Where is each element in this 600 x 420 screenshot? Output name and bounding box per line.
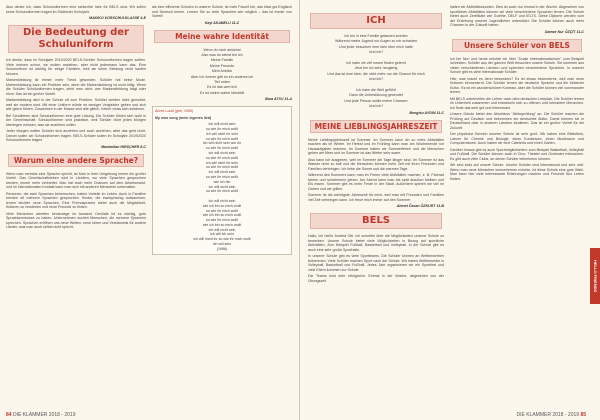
song-line: (1986) — [216, 246, 228, 251]
magazine-year: 2018 - 2019 — [552, 412, 580, 418]
poem-line: Also was du siehst bin ich — [201, 52, 243, 57]
left-page-column-2 — [152, 5, 292, 259]
poem-line: Ich habe nie viel neues finden gelernt — [346, 61, 406, 66]
song-line: ich will nicht sein — [208, 150, 236, 155]
song-line: so wie ihr mich wollt — [206, 189, 238, 194]
poem-line: Es ist das wert lich — [207, 85, 237, 90]
song-line: ich will sein — [212, 242, 232, 247]
article-text: Während des Sommers kann man im Freien viele Aktivitäten machen, z. B. Fahrrad fahren und schwimmen gehen. Am Abend kann man bis spät draußen bleiben und Eis essen. Sommer gibt es mehr Feste in der Stadt. Außerdem spielen wir viel im Garten und wir grillen. — [308, 173, 444, 191]
article-text: Mit BELS unterrichten die Lehrer nach dem deutschen Lehrplan. Die Schüler lernen im Unterricht zusammen und entwickeln sich zu offenen und toleranten Menschen. Ich finde das sehr gut und interessant. — [450, 96, 584, 110]
right-page-column-1 — [308, 5, 444, 285]
song-line: wie ich bin so mich wollt — [202, 222, 242, 227]
song-line: so wie ihr mich wollt — [206, 136, 238, 141]
article-text: Der physische Bereich unserer Schule ist sehr groß. Wir haben eine Bibliothek, Labore für Chemie und Biologie, einen Kunstraum, einen Musikraum und Computerräume. Auch haben wir eine Cafeteria und einen Garten. — [450, 132, 584, 145]
article-text: Sommer ist die wichtigste Jahreszeit für mich, weil man mit Freunden und Familien viel Zeit verbringen kann. Ich freue mich immer auf den Sommer. — [308, 193, 444, 202]
poem-line: Ich habe die Welt gefühlt — [356, 88, 396, 93]
song-line: so wie ihr mich wollt — [206, 146, 238, 151]
article-text: Hallo, ich heiße Andrea Otti. Ich schreibe über die Möglichkeiten unserer Schule zu bewerben. Unsere Schule bietet viele Möglichkeiten in Bezug auf sportliche Aktivitäten. Zum Beispiel Fußball, Basketball und Volleyball. In der Schule gibt es auch eine sehr große Sporthalle. — [308, 234, 444, 252]
poem-line: Dann die Unterstützung gesendet — [349, 93, 403, 98]
poem-line: Meine Freunde — [209, 63, 235, 68]
author-signature: Bara ATSU 11-A — [265, 97, 292, 102]
song-line: ich will nicht ihr sein — [206, 131, 238, 136]
song-subtitle: My own song (mein eigenes lied) — [155, 115, 212, 120]
article-text: In unserer Schule gibt es viele Sportteams. Die Schüler können an Wettbewerben teilnehmen. Viele Schüler machen Sport nach der Schule. Wir haben Wettbewerbe in Volleyball, Basketball und Fußball. Jedes Jahr organisieren wir ein Sportfest und viele Eltern kommen zur Schule. — [308, 254, 444, 272]
article-text: Hier, was macht es denn besonders? Es ist etwas besonderes, weil man neue Kulturen kennenlernt. Die Schüler lernen die deutsche Sprache und die türkische Kultur. Es ist ein wunderschöner Kontrast, aber die Schüler können viel voneinander lernen. — [450, 76, 584, 94]
poem-line: Ich bin in eine Familie getanzen worden — [344, 34, 408, 38]
article-text: Meine Lieblingsjahreszeit ist Sommer. Im Sommer kann ich zu mehr Aktivitäten machen als im Winter. Im Herbst und im Frühling kann man am Wochenende nur Hausaufgaben machen. Im Sommer haben wir Sommerferien und die Menschen gehen am Meer und im Sommer ist das Wetter sehr warm. — [308, 137, 444, 156]
song-line: Ich will nicht sein — [208, 122, 236, 127]
song-line: ich will nicht sein — [208, 184, 236, 189]
page-number: 84 — [6, 412, 12, 418]
page-number: 85 — [580, 412, 586, 418]
heading-ich: ICH — [310, 13, 442, 29]
song-line: wie ich bin — [213, 179, 231, 184]
song-line: so wie ihr mich wollt — [206, 218, 238, 223]
song-line: ich will ich sein — [210, 232, 234, 237]
article-text: Wir sind stolz auf unsere Schule. Unsere Schüler sind international und sehr nett. Wenn man neue Menschen kennenlernen möchte, ist diese Schule eine gute Wahl. Man kann hier viele interessante Erfahrungen machen und Freunde fürs Leben finden. — [450, 163, 584, 181]
article-text: Also denke ich, dass Schuluniformen eine schlechte Idee für BELS sind. Wir sollen keine Schuluniformen tragen im Südtiroler Schuljahr. — [6, 5, 146, 14]
article-text: Also kann ich ausgehen, weil im Sommer die Tage länger sind. Im Sommer ist das Wasser nicht so kalt und die Menschen können mehr Zeit mit ihren Freunden und Familien verbringen. Ich liebe die Sonne und die warmen Tage. — [308, 157, 444, 171]
song-line: wie ich bin so mich wollt — [202, 213, 242, 218]
song-line: ich will nicht sein — [208, 198, 236, 203]
song-line: so wie ihr mich wollt — [206, 126, 238, 131]
poem-line: Und jeder besuchen eine Idee über mich hatte — [339, 44, 413, 49]
author-signature: Kayi AKABELU 11-C — [204, 20, 240, 25]
heading-schuluniform: Die Bedeutung der Schuluniform — [8, 25, 144, 53]
poem-ich — [308, 34, 444, 110]
article-text: Markenkleidung wird in der Schule oft zum Problem. Schüler werden nicht gemobbt, weil sie modern sind. Mit einer Uniform würde es weniger Vergleiche geben und sich alle gleich fühlen. Zusammen in der Klasse sind alle gleich. Keiner muss sich schämen. — [6, 98, 146, 111]
heading-sprache: Warum eine andere Sprache? — [8, 154, 144, 167]
heading-lieblingsjahreszeit: MEINE LIEBLINGSJAHRESZEIT — [310, 120, 442, 133]
magazine-title: DIE KLAMMER — [516, 412, 551, 418]
article-text: Unsere Schule bietet den Abschluss "Abiturprüfung" an. Die Schüler machen die Prüfung auf Deutsch und bekommen ein deutsches Abitur. Damit können sie in Deutschland oder in anderen Ländern studieren. Das ist ein großer Vorteil für die Zukunft. — [450, 112, 584, 130]
article-text: Die Teams sind sehr erfolgreich. Einmal in der Woche, abgesehen von der Übungszeit — [308, 274, 444, 283]
article-text: Bei Schulfeiern sind Schuluniformen eine gute Lösung. Die Schüler fühlen sich wohl in der Gemeinschaft. Schuluniformen sind praktisch, weil Schüler nicht jeden Morgen überlegen müssen, was sie anziehen sollen. — [6, 113, 146, 127]
page-footer-right — [517, 412, 587, 418]
magazine-title: DIE KLAMMER — [12, 412, 48, 418]
magazine-year: 2018 - 2019 — [48, 412, 76, 418]
article-text: als eine effiziente Schulen in unserer Schule, ist mein Favorit bei, das bisst gut Englisch und Deutsch lernen. Lernen Sie so viele Sprachen wie möglich – das ist immer von Vorteil! — [152, 5, 292, 18]
song-title: Annet Louill (geb. 1955) — [155, 109, 194, 114]
poem-line: Meine Familie — [210, 58, 234, 63]
song-line: so wie ihr mich wollt — [206, 208, 238, 213]
author-signature: Bengisu AYDIN 11-C — [409, 110, 444, 115]
poem-line: Jetzt bin ich sehr neugierig — [354, 66, 398, 71]
heading-bels: BELS — [310, 213, 442, 229]
poem-line: Aber ich innerer gibt es ein anderes ich — [190, 74, 254, 79]
song-line: so wie ihr mich wollt — [206, 155, 238, 160]
article-text: Jeder Morgen wollen Schüler sich anziehen und auch anziehen, aber das geht nicht. Darum sollen wir Schuluniformen tragen. BELS-Schüler sollen im Schuljahr 2019/2020 Schuluniformen tragen. — [6, 129, 146, 142]
author-signature: Ahmet Özcan ÖZKURT 11-B — [396, 204, 444, 209]
poem-line: Und ich? — [368, 77, 384, 82]
left-page-column-1 — [6, 5, 146, 232]
song-line: so wie ihr mich wollt — [206, 165, 238, 170]
author-signature: Maximilian HIRSCHER 8-C — [101, 144, 146, 149]
poem-line: Mein Anblick — [211, 69, 233, 74]
song-box — [152, 106, 292, 255]
song-line: ich will nicht sein — [208, 170, 236, 175]
article-text: Ich denke, dass im Schuljahr 2019/2020 BELS-Schüler Schuluniformen tragen sollten. Viele meinen schon, sie wollen anziehen, aber nicht jedermann kann das. Eine Schuluniform ist wichtig für einige Familien, weil sie keine Kleidung nicht kaufen können. — [6, 58, 146, 76]
song-line: wie ich bin so mich wollt — [202, 203, 242, 208]
heading-identitaet: Meine wahre Identität — [154, 30, 290, 43]
article-text: Markenkleidung ist immer mehr Trend geworden. Schüler hat keine Mode. Markenkleidung kann ein Problem sein, denn die Markenkleidung ist nicht billig. Wenn die Schüler Schuluniformen tragen, sieht man nicht, wer Markenkleidung trägt oder nicht. Das ist ein großer Vorteil. — [6, 78, 146, 96]
poem-line: Und ich? — [368, 50, 384, 55]
right-page — [300, 0, 600, 420]
article-text: Viele Menschen arbeiten heutzutage im Ausland. Deshalb ist es wichtig, gute Sprachkenntnisse zu haben. Unternehmen suchen Menschen, die mehrere Sprachen sprechen. Sprachen eröffnen uns neue Welten, neue Ideen und Verständnis für andere Länder, was man auch selbst nicht spricht. — [6, 211, 146, 229]
song-line: ich will nicht sein — [208, 227, 236, 232]
poem-line: Wenn du mich ansiehst — [203, 47, 241, 52]
poem-line: Und ich? — [368, 104, 384, 109]
poem-line: Es ist meine wahre Identität — [199, 90, 245, 95]
song-line: ich will nicht sein wie ihr — [202, 141, 242, 146]
right-page-column-2 — [450, 5, 584, 183]
heading-schueler-bels: Unsere Schüler von BELS — [452, 39, 582, 52]
poem-identitaet — [152, 48, 292, 97]
section-side-tab: HELLO FRIENDS — [590, 248, 600, 304]
author-signature: MAKIKO VORSCHULKLASSE 4-E — [89, 16, 146, 20]
poem-line: Während meine Jugend nur Augen zu mir schauten — [335, 39, 417, 44]
page-footer-left — [6, 412, 76, 418]
poem-line: Und das ist eine Idee, die nicht mehr nur die Chance für mich — [327, 71, 425, 76]
poem-line: Und jede Person wollte meine Chancen — [344, 98, 408, 103]
song-lyrics — [155, 122, 289, 252]
article-text: Ich bin Nuri und heute möchte ich über "Duale Internationalschule" zum Beispiel schreiben. Schüler aus der ganzen Welt besuchen unsere Schule. Sie kommen aus vielen verschiedenen Ländern und sprechen verschiedene Sprachen. In unserer Schule gibt es viele internationale Schüler. — [450, 56, 584, 74]
song-line: ich will nicht ihr so wie ihr mich wollt — [193, 237, 251, 242]
song-line: ich will nicht ihr sein — [206, 160, 238, 165]
poem-line: Tief unten — [214, 79, 230, 84]
article-text: Personen, die zwei Sprachen beherrschen, haben Vorteile im Leben. Auch in Familien werden oft mehrere Sprachen gesprochen. Kinder, die zweisprachig aufwachsen, lernen leichter neue Sprachen. Eine Fremdsprache bietet auch die Möglichkeit, Kulturen zu verstehen und neue Freunde zu finden. — [6, 191, 146, 209]
article-text: Wenn man mehrals eine Sprache spricht, ist Man in ihrer Umgebung immer ein großer Vorteil. Das Gesellschaftsleben wird in Ländern, wo viele Sprachen gesprochen werden, immer mehr verbreitet. Man hat auch mehr Chancen auf dem Arbeitsmarkt, und im internationalen Kontakt kann man sich mit anderen Menschen unterhalten. — [6, 171, 146, 189]
article-text: halten wir Aktivitätsstunden. Dies ist auch nur einmal in der Woche. Abgesehen von sportlichen Aktivitäten können wir viele verschiedene Sprachen lernen. Die Schule bietet auch Zertifikate wie Goethe, DELF und IELTS. Diese Diplome werden vom der Erziehung unserer Jugendlichen unterstützt. Die Schüler können auch mehr Chancen in der Zukunft haben. — [450, 5, 584, 27]
author-signature: Gamze Nur ÖZÇİT 11-C — [544, 29, 584, 34]
article-text: Darüber hinaus gibt es auch Sportmöglichkeiten: zum Beispiel Basketball, Volleyball und Fußball. Die Schüler können auch in Chor, Theater und Orchester mitmachen. Es gibt auch viele Clubs, an denen Schüler teilnehmen können. — [450, 147, 584, 161]
song-line: so wie ihr mich wollt — [206, 174, 238, 179]
